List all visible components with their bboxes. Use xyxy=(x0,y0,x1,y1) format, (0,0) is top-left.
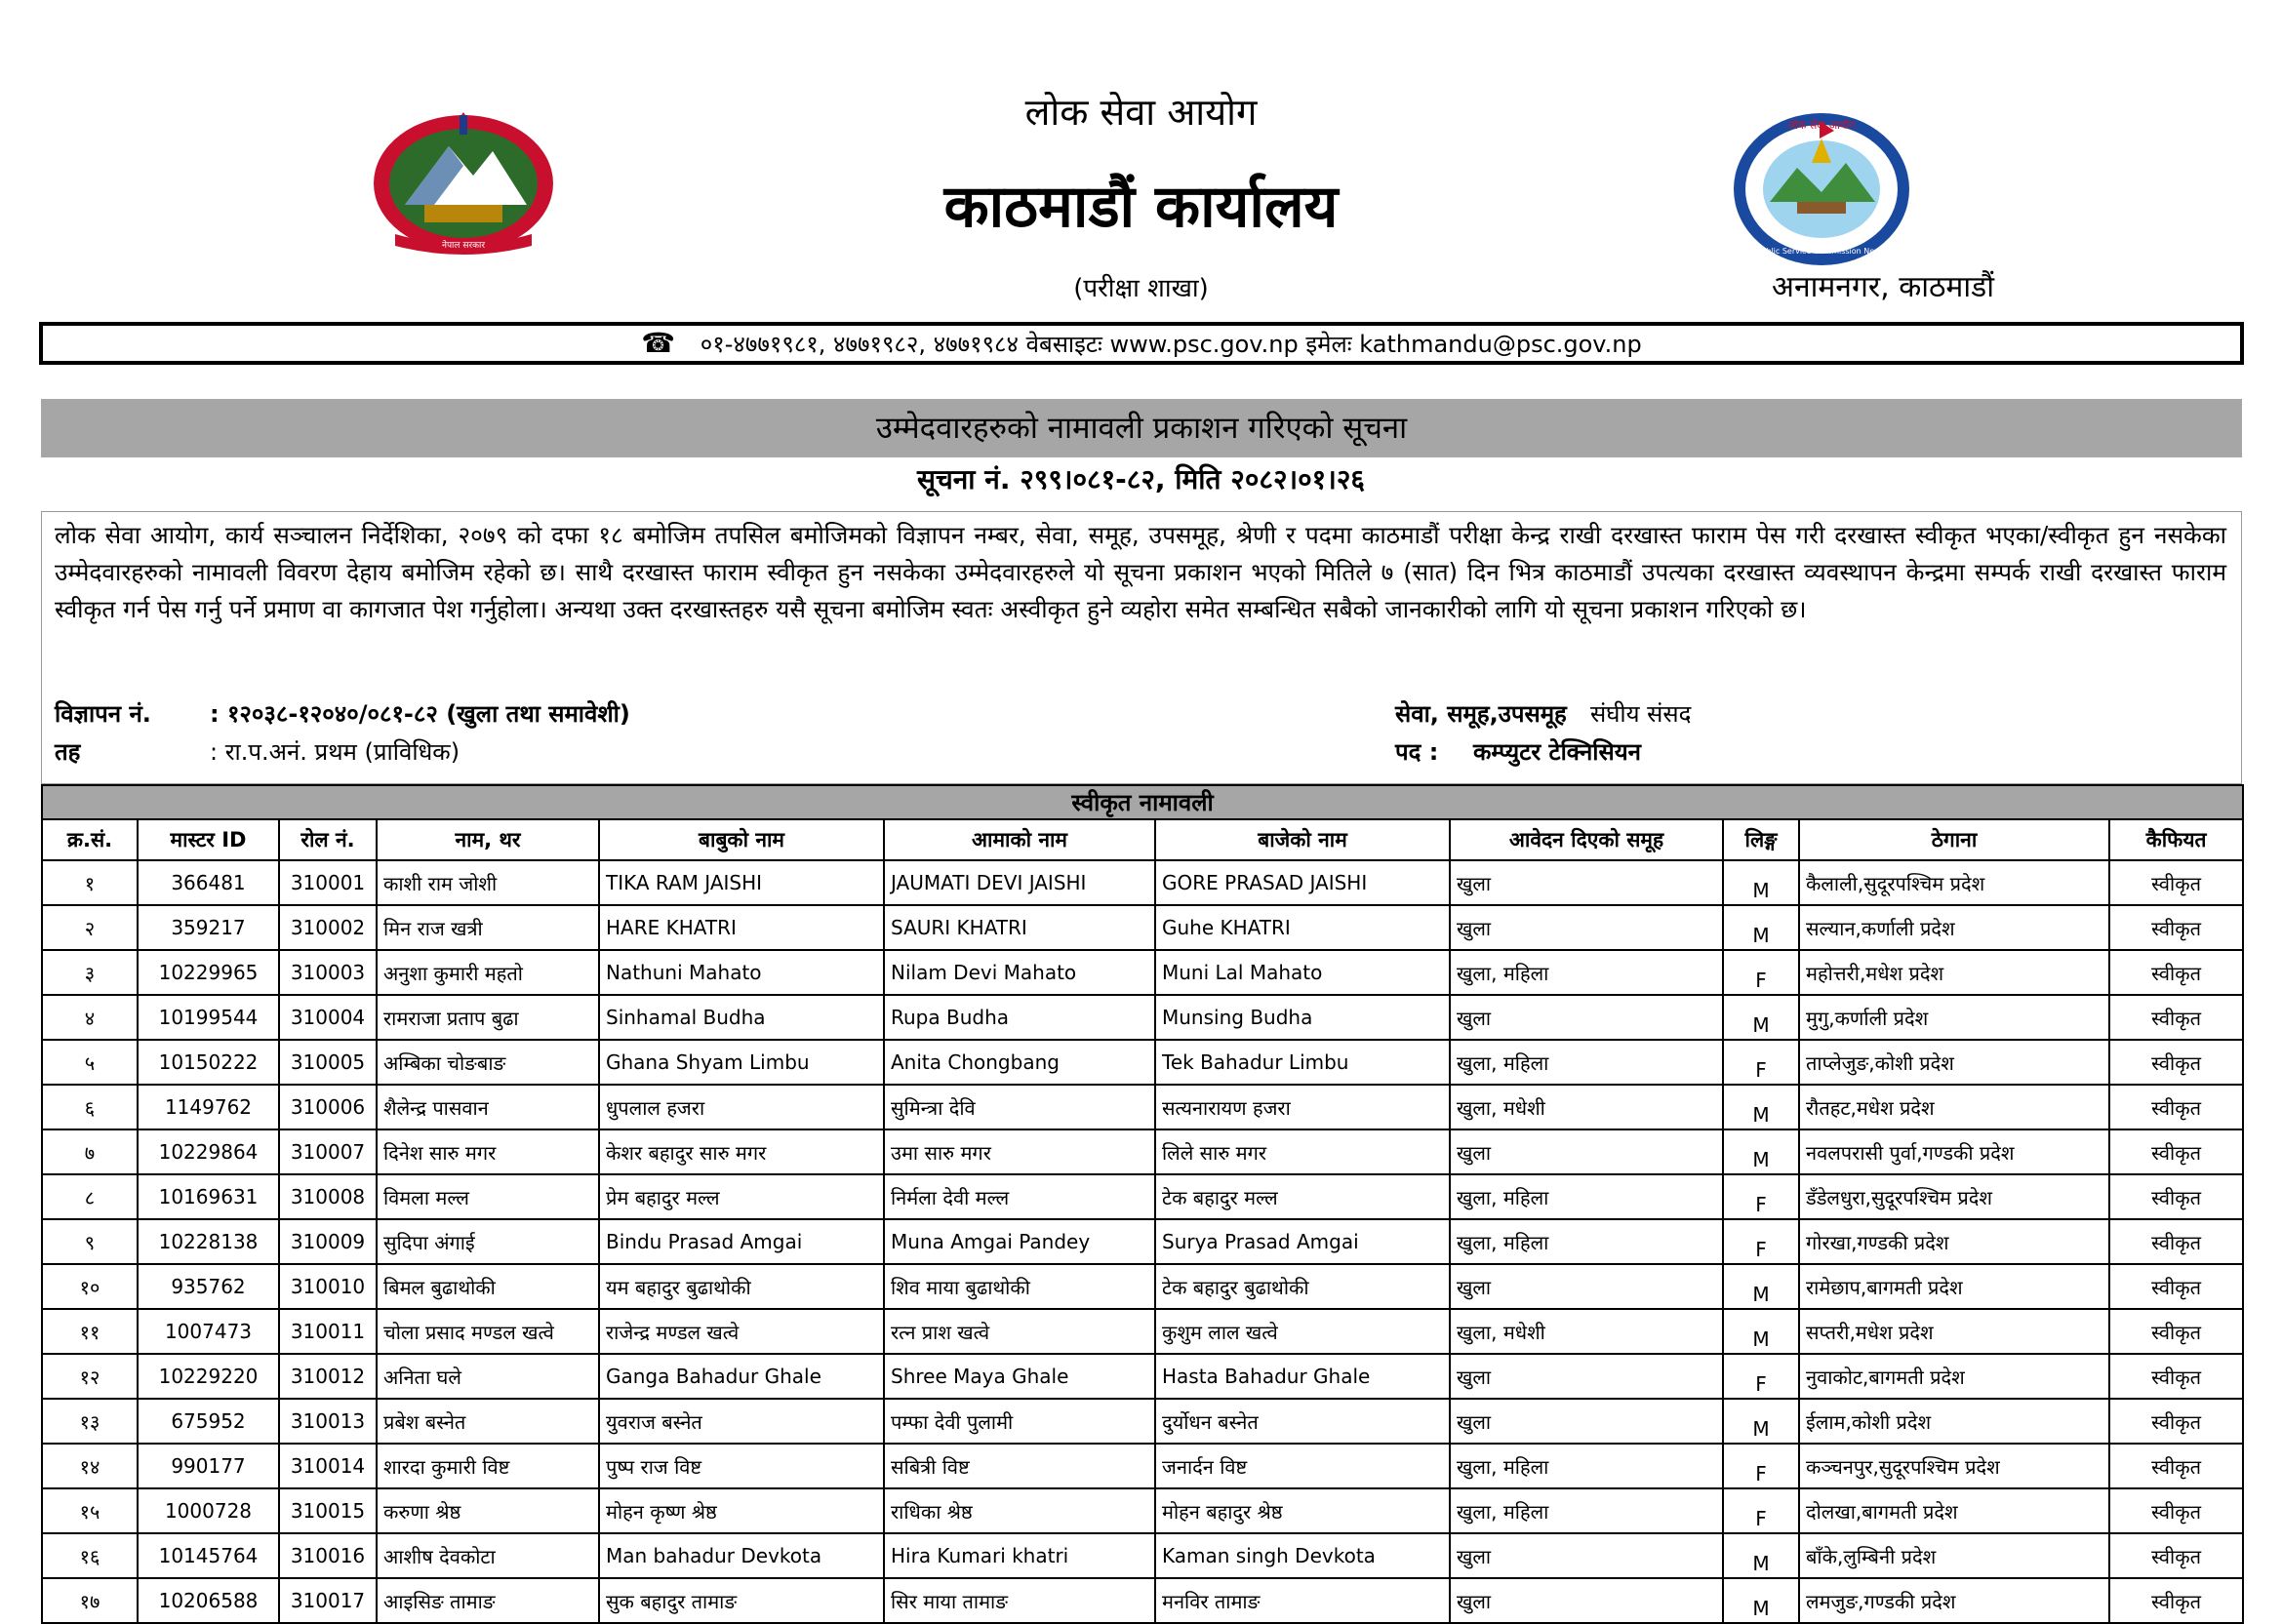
col-remarks-cell: स्वीकृत xyxy=(2109,1040,2243,1085)
notice-number: सूचना नं. २९९।०८१-८२, मिति २०८२।०१।२६ xyxy=(917,463,1365,495)
table-row xyxy=(42,1219,2243,1264)
col-remarks-cell: स्वीकृत xyxy=(2109,1488,2243,1533)
col-roll-no-cell: 310007 xyxy=(279,1129,377,1174)
col-applied-group-cell: खुला xyxy=(1450,1399,1723,1444)
col-master-id-cell: 10145764 xyxy=(138,1533,279,1578)
col-father-name-cell: Bindu Prasad Amgai xyxy=(599,1219,884,1264)
col-father-name-cell: सुक बहादुर तामाङ xyxy=(599,1578,884,1623)
col-roll-no-cell: 310011 xyxy=(279,1309,377,1354)
website-link[interactable]: www.psc.gov.np xyxy=(1109,331,1299,358)
col-serial-cell: ११ xyxy=(42,1309,138,1354)
post-label: पद : xyxy=(1395,738,1439,766)
col-master-id-cell: 10229220 xyxy=(138,1354,279,1399)
col-remarks-cell: स्वीकृत xyxy=(2109,1533,2243,1578)
col-master-id-cell: 10199544 xyxy=(138,995,279,1040)
col-applied-group-cell: खुला xyxy=(1450,1354,1723,1399)
col-master-id-cell: 359217 xyxy=(138,905,279,950)
col-remarks-cell: स्वीकृत xyxy=(2109,1578,2243,1623)
col-master-id-cell: 675952 xyxy=(138,1399,279,1444)
col-master-id-cell: 935762 xyxy=(138,1264,279,1309)
service-value: संघीय संसद xyxy=(1590,700,1692,728)
col-master-id-cell: 10229965 xyxy=(138,950,279,995)
col-father-name-cell: युवराज बस्नेत xyxy=(599,1399,884,1444)
col-mother-name-cell: शिव माया बुढाथोकी xyxy=(884,1264,1155,1309)
col-roll-no-cell: 310004 xyxy=(279,995,377,1040)
col-name-cell: आशीष देवकोटा xyxy=(377,1533,599,1578)
col-grandfather-name-cell: GORE PRASAD JAISHI xyxy=(1155,860,1450,905)
col-serial-cell: १ xyxy=(42,860,138,905)
col-father-name-cell: यम बहादुर बुढाथोकी xyxy=(599,1264,884,1309)
col-roll-no-cell: 310015 xyxy=(279,1488,377,1533)
col-address-cell: बाँके,लुम्बिनी प्रदेश xyxy=(1799,1533,2109,1578)
col-serial-cell: ८ xyxy=(42,1174,138,1219)
col-gender-cell: M xyxy=(1723,1309,1799,1354)
col-master-id-cell: 1149762 xyxy=(138,1085,279,1129)
col-gender-cell: M xyxy=(1723,1129,1799,1174)
col-mother-name-cell: रत्न प्राश खत्वे xyxy=(884,1309,1155,1354)
table-row xyxy=(42,1129,2243,1174)
col-address-cell: गोरखा,गण्डकी प्रदेश xyxy=(1799,1219,2109,1264)
col-mother-name-header: आमाको नाम xyxy=(884,819,1155,860)
col-mother-name-cell: निर्मला देवी मल्ल xyxy=(884,1174,1155,1219)
email-link[interactable]: kathmandu@psc.gov.np xyxy=(1359,331,1642,358)
col-serial-cell: ७ xyxy=(42,1129,138,1174)
col-name-cell: अम्बिका चोङबाङ xyxy=(377,1040,599,1085)
col-father-name-cell: राजेन्द्र मण्डल खत्वे xyxy=(599,1309,884,1354)
col-grandfather-name-cell: Munsing Budha xyxy=(1155,995,1450,1040)
col-serial-cell: ९ xyxy=(42,1219,138,1264)
col-address-cell: नवलपरासी पुर्वा,गण्डकी प्रदेश xyxy=(1799,1129,2109,1174)
col-address-cell: महोत्तरी,मधेश प्रदेश xyxy=(1799,950,2109,995)
level-label: तह xyxy=(55,738,81,766)
col-master-id-cell: 1000728 xyxy=(138,1488,279,1533)
website-label: वेबसाइटः xyxy=(1025,331,1102,358)
col-grandfather-name-cell: टेक बहादुर बुढाथोकी xyxy=(1155,1264,1450,1309)
table-row xyxy=(42,905,2243,950)
advert-value: : १२०३८-१२०४०/०८१-८२ (खुला तथा समावेशी) xyxy=(210,700,630,728)
col-remarks-cell: स्वीकृत xyxy=(2109,1354,2243,1399)
col-father-name-cell: Ganga Bahadur Ghale xyxy=(599,1354,884,1399)
col-father-name-cell: HARE KHATRI xyxy=(599,905,884,950)
col-grandfather-name-cell: दुर्योधन बस्नेत xyxy=(1155,1399,1450,1444)
col-roll-no-cell: 310014 xyxy=(279,1444,377,1488)
col-gender-cell: F xyxy=(1723,950,1799,995)
col-grandfather-name-cell: मनविर तामाङ xyxy=(1155,1578,1450,1623)
table-title: स्वीकृत नामावली xyxy=(42,785,2243,819)
approved-list-table-wrap xyxy=(41,784,2242,1624)
col-serial-cell: १६ xyxy=(42,1533,138,1578)
col-address-cell: मुगु,कर्णाली प्रदेश xyxy=(1799,995,2109,1040)
col-applied-group-cell: खुला xyxy=(1450,995,1723,1040)
col-applied-group-cell: खुला xyxy=(1450,860,1723,905)
col-address-cell: रामेछाप,बागमती प्रदेश xyxy=(1799,1264,2109,1309)
col-roll-no-cell: 310010 xyxy=(279,1264,377,1309)
col-mother-name-cell: Anita Chongbang xyxy=(884,1040,1155,1085)
col-father-name-cell: प्रेम बहादुर मल्ल xyxy=(599,1174,884,1219)
col-father-name-cell: मोहन कृष्ण श्रेष्ठ xyxy=(599,1488,884,1533)
col-father-name-cell: Sinhamal Budha xyxy=(599,995,884,1040)
col-mother-name-cell: Hira Kumari khatri xyxy=(884,1533,1155,1578)
col-grandfather-name-cell: टेक बहादुर मल्ल xyxy=(1155,1174,1450,1219)
col-gender-header: लिङ्ग xyxy=(1723,819,1799,860)
col-roll-no-header: रोल नं. xyxy=(279,819,377,860)
table-row xyxy=(42,860,2243,905)
org-name: लोक सेवा आयोग xyxy=(1024,91,1258,134)
office-name: काठमाडौं कार्यालय xyxy=(943,173,1339,241)
advert-label: विज्ञापन नं. xyxy=(55,700,151,728)
col-remarks-cell: स्वीकृत xyxy=(2109,1219,2243,1264)
col-roll-no-cell: 310012 xyxy=(279,1354,377,1399)
col-applied-group-cell: खुला xyxy=(1450,1264,1723,1309)
col-applied-group-cell: खुला, मधेशी xyxy=(1450,1309,1723,1354)
col-name-cell: काशी राम जोशी xyxy=(377,860,599,905)
notice-body-text: लोक सेवा आयोग, कार्य सञ्चालन निर्देशिका, २०७९ को दफा १८ बमोजिम तपसिल बमोजिमको विज्ञापन नम्बर, सेवा, समूह, उपसमूह, श्रेणी र पदमा काठमाडौं परीक्षा केन्द्र राखी दरखास्त फाराम पेस गरी दरखास्त स्वीकृत भएका/स्वीकृत हुन नसकेका उम्मेदवारहरुको नामावली विवरण देहाय बमोजिम रहेको छ। साथै दरखास्त फाराम स्वीकृत हुन नसकेका उम्मेदवारहरुले यो सूचना प्रकाशन भएको मितिले ७ (सात) दिन भित्र काठमाडौं उपत्यका दरखास्त व्यवस्थापन केन्द्रमा सम्पर्क राखी दरखास्त फाराम स्वीकृत गर्न पेस गर्नु पर्ने प्रमाण वा कागजात पेश गर्नुहोला। अन्यथा उक्त दरखास्तहरु यसै सूचना बमोजिम स्वतः अस्वीकृत हुने व्यहोरा समेत सम्बन्धित सबैको जानकारीको लागि यो सूचना प्रकाशन गरिएको छ। xyxy=(55,521,2226,623)
col-address-cell: रौतहट,मधेश प्रदेश xyxy=(1799,1085,2109,1129)
col-name-cell: दिनेश सारु मगर xyxy=(377,1129,599,1174)
email-label: इमेलः xyxy=(1305,331,1352,358)
col-applied-group-cell: खुला, महिला xyxy=(1450,1219,1723,1264)
col-gender-cell: M xyxy=(1723,1399,1799,1444)
phone-numbers: ०१-४७७१९८१, ४७७१९८२, ४७७१९८४ xyxy=(700,331,1020,358)
col-applied-group-cell: खुला xyxy=(1450,905,1723,950)
col-remarks-cell: स्वीकृत xyxy=(2109,1444,2243,1488)
col-name-cell: मिन राज खत्री xyxy=(377,905,599,950)
col-name-cell: चोला प्रसाद मण्डल खत्वे xyxy=(377,1309,599,1354)
table-row xyxy=(42,995,2243,1040)
col-grandfather-name-cell: Guhe KHATRI xyxy=(1155,905,1450,950)
table-row xyxy=(42,1085,2243,1129)
col-applied-group-cell: खुला, मधेशी xyxy=(1450,1085,1723,1129)
col-applied-group-cell: खुला xyxy=(1450,1533,1723,1578)
col-name-cell: विमला मल्ल xyxy=(377,1174,599,1219)
col-address-cell: ताप्लेजुङ,कोशी प्रदेश xyxy=(1799,1040,2109,1085)
col-address-cell: दोलखा,बागमती प्रदेश xyxy=(1799,1488,2109,1533)
col-mother-name-cell: JAUMATI DEVI JAISHI xyxy=(884,860,1155,905)
approved-list-table xyxy=(41,784,2244,1624)
col-applied-group-cell: खुला xyxy=(1450,1578,1723,1623)
col-serial-cell: १० xyxy=(42,1264,138,1309)
col-mother-name-cell: Shree Maya Ghale xyxy=(884,1354,1155,1399)
col-roll-no-cell: 310003 xyxy=(279,950,377,995)
col-father-name-header: बाबुको नाम xyxy=(599,819,884,860)
col-remarks-cell: स्वीकृत xyxy=(2109,1129,2243,1174)
col-grandfather-name-cell: Tek Bahadur Limbu xyxy=(1155,1040,1450,1085)
col-grandfather-name-cell: Kaman singh Devkota xyxy=(1155,1533,1450,1578)
table-row xyxy=(42,950,2243,995)
col-serial-cell: ३ xyxy=(42,950,138,995)
col-applied-group-cell: खुला, महिला xyxy=(1450,1444,1723,1488)
col-gender-cell: F xyxy=(1723,1040,1799,1085)
col-roll-no-cell: 310013 xyxy=(279,1399,377,1444)
col-father-name-cell: Ghana Shyam Limbu xyxy=(599,1040,884,1085)
col-grandfather-name-cell: कुशुम लाल खत्वे xyxy=(1155,1309,1450,1354)
col-roll-no-cell: 310002 xyxy=(279,905,377,950)
col-mother-name-cell: Rupa Budha xyxy=(884,995,1155,1040)
col-address-cell: कञ्चनपुर,सुदूरपश्चिम प्रदेश xyxy=(1799,1444,2109,1488)
col-address-cell: सप्तरी,मधेश प्रदेश xyxy=(1799,1309,2109,1354)
col-roll-no-cell: 310017 xyxy=(279,1578,377,1623)
col-father-name-cell: Nathuni Mahato xyxy=(599,950,884,995)
col-master-id-header: मास्टर ID xyxy=(138,819,279,860)
col-serial-cell: ५ xyxy=(42,1040,138,1085)
col-applied-group-cell: खुला, महिला xyxy=(1450,1174,1723,1219)
col-grandfather-name-cell: मोहन बहादुर श्रेष्ठ xyxy=(1155,1488,1450,1533)
col-roll-no-cell: 310001 xyxy=(279,860,377,905)
col-name-cell: रामराजा प्रताप बुढा xyxy=(377,995,599,1040)
col-master-id-cell: 1007473 xyxy=(138,1309,279,1354)
col-master-id-cell: 10169631 xyxy=(138,1174,279,1219)
col-serial-cell: १२ xyxy=(42,1354,138,1399)
table-row xyxy=(42,1354,2243,1399)
table-row xyxy=(42,1533,2243,1578)
col-serial-cell: ४ xyxy=(42,995,138,1040)
table-row xyxy=(42,1309,2243,1354)
col-remarks-cell: स्वीकृत xyxy=(2109,860,2243,905)
col-serial-cell: ६ xyxy=(42,1085,138,1129)
post-value: कम्प्युटर टेक्निसियन xyxy=(1473,738,1641,766)
col-remarks-cell: स्वीकृत xyxy=(2109,1174,2243,1219)
table-row xyxy=(42,1444,2243,1488)
col-gender-cell: M xyxy=(1723,1533,1799,1578)
col-applied-group-cell: खुला, महिला xyxy=(1450,950,1723,995)
table-title-row xyxy=(42,785,2243,819)
col-gender-cell: M xyxy=(1723,1578,1799,1623)
col-name-cell: आइसिङ तामाङ xyxy=(377,1578,599,1623)
col-serial-cell: १४ xyxy=(42,1444,138,1488)
table-row xyxy=(42,1040,2243,1085)
col-address-cell: नुवाकोट,बागमती प्रदेश xyxy=(1799,1354,2109,1399)
telephone-icon: ☎ xyxy=(641,327,676,359)
col-gender-cell: M xyxy=(1723,1264,1799,1309)
col-name-cell: शैलेन्द्र पासवान xyxy=(377,1085,599,1129)
col-roll-no-cell: 310006 xyxy=(279,1085,377,1129)
col-gender-cell: M xyxy=(1723,1085,1799,1129)
notice-title: उम्मेदवारहरुको नामावली प्रकाशन गरिएको सूचना xyxy=(41,399,2242,457)
office-address: अनामनगर, काठमाडौं xyxy=(1772,270,1994,304)
branch-name: (परीक्षा शाखा) xyxy=(1073,274,1209,303)
col-grandfather-name-header: बाजेको नाम xyxy=(1155,819,1450,860)
col-remarks-cell: स्वीकृत xyxy=(2109,905,2243,950)
service-label: सेवा, समूह,उपसमूह xyxy=(1395,700,1567,728)
col-applied-group-cell: खुला, महिला xyxy=(1450,1040,1723,1085)
col-master-id-cell: 10150222 xyxy=(138,1040,279,1085)
table-body xyxy=(42,860,2243,1623)
col-remarks-cell: स्वीकृत xyxy=(2109,995,2243,1040)
col-name-cell: सुदिपा अंगाई xyxy=(377,1219,599,1264)
col-grandfather-name-cell: Hasta Bahadur Ghale xyxy=(1155,1354,1450,1399)
level-value: : रा.प.अनं. प्रथम (प्राविधिक) xyxy=(210,738,460,766)
col-serial-cell: १७ xyxy=(42,1578,138,1623)
col-mother-name-cell: पम्फा देवी पुलामी xyxy=(884,1399,1155,1444)
svg-text:Public Service Commission Nepa: Public Service Commission Nepal xyxy=(1756,247,1887,256)
col-serial-header: क्र.सं. xyxy=(42,819,138,860)
col-father-name-cell: धुपलाल हजरा xyxy=(599,1085,884,1129)
col-address-cell: डँडेलधुरा,सुदूरपश्चिम प्रदेश xyxy=(1799,1174,2109,1219)
col-remarks-cell: स्वीकृत xyxy=(2109,1264,2243,1309)
col-father-name-cell: Man bahadur Devkota xyxy=(599,1533,884,1578)
col-gender-cell: F xyxy=(1723,1219,1799,1264)
col-address-cell: सल्यान,कर्णाली प्रदेश xyxy=(1799,905,2109,950)
col-master-id-cell: 10228138 xyxy=(138,1219,279,1264)
col-master-id-cell: 366481 xyxy=(138,860,279,905)
col-address-cell: कैलाली,सुदूरपश्चिम प्रदेश xyxy=(1799,860,2109,905)
svg-text:नेपाल सरकार: नेपाल सरकार xyxy=(441,241,486,251)
table-row xyxy=(42,1399,2243,1444)
col-master-id-cell: 10229864 xyxy=(138,1129,279,1174)
col-grandfather-name-cell: सत्यनारायण हजरा xyxy=(1155,1085,1450,1129)
col-remarks-cell: स्वीकृत xyxy=(2109,1399,2243,1444)
col-gender-cell: M xyxy=(1723,995,1799,1040)
col-mother-name-cell: सबित्री विष्ट xyxy=(884,1444,1155,1488)
col-name-cell: करुणा श्रेष्ठ xyxy=(377,1488,599,1533)
table-row xyxy=(42,1174,2243,1219)
col-grandfather-name-cell: Muni Lal Mahato xyxy=(1155,950,1450,995)
col-roll-no-cell: 310005 xyxy=(279,1040,377,1085)
col-name-header: नाम, थर xyxy=(377,819,599,860)
col-name-cell: अनुशा कुमारी महतो xyxy=(377,950,599,995)
col-grandfather-name-cell: Surya Prasad Amgai xyxy=(1155,1219,1450,1264)
col-roll-no-cell: 310008 xyxy=(279,1174,377,1219)
table-row xyxy=(42,1488,2243,1533)
col-mother-name-cell: सिर माया तामाङ xyxy=(884,1578,1155,1623)
col-address-cell: लमजुङ,गण्डकी प्रदेश xyxy=(1799,1578,2109,1623)
col-address-header: ठेगाना xyxy=(1799,819,2109,860)
table-row xyxy=(42,1264,2243,1309)
col-address-cell: ईलाम,कोशी प्रदेश xyxy=(1799,1399,2109,1444)
col-mother-name-cell: सुमिन्त्रा देवि xyxy=(884,1085,1155,1129)
col-grandfather-name-cell: जनार्दन विष्ट xyxy=(1155,1444,1450,1488)
col-mother-name-cell: उमा सारु मगर xyxy=(884,1129,1155,1174)
col-roll-no-cell: 310009 xyxy=(279,1219,377,1264)
col-mother-name-cell: SAURI KHATRI xyxy=(884,905,1155,950)
col-name-cell: प्रबेश बस्नेत xyxy=(377,1399,599,1444)
col-master-id-cell: 990177 xyxy=(138,1444,279,1488)
col-applied-group-header: आवेदन दिएको समूह xyxy=(1450,819,1723,860)
col-gender-cell: F xyxy=(1723,1354,1799,1399)
col-remarks-cell: स्वीकृत xyxy=(2109,1085,2243,1129)
col-mother-name-cell: Nilam Devi Mahato xyxy=(884,950,1155,995)
col-gender-cell: F xyxy=(1723,1444,1799,1488)
col-father-name-cell: पुष्प राज विष्ट xyxy=(599,1444,884,1488)
col-roll-no-cell: 310016 xyxy=(279,1533,377,1578)
col-gender-cell: M xyxy=(1723,905,1799,950)
svg-text:लोक सेवा आयोग: लोक सेवा आयोग xyxy=(1787,119,1856,132)
col-serial-cell: १५ xyxy=(42,1488,138,1533)
col-serial-cell: २ xyxy=(42,905,138,950)
col-remarks-cell: स्वीकृत xyxy=(2109,950,2243,995)
col-applied-group-cell: खुला, महिला xyxy=(1450,1488,1723,1533)
col-name-cell: बिमल बुढाथोकी xyxy=(377,1264,599,1309)
col-serial-cell: १३ xyxy=(42,1399,138,1444)
col-gender-cell: F xyxy=(1723,1174,1799,1219)
col-name-cell: अनिता घले xyxy=(377,1354,599,1399)
col-mother-name-cell: Muna Amgai Pandey xyxy=(884,1219,1155,1264)
table-header-row xyxy=(42,819,2243,860)
col-father-name-cell: TIKA RAM JAISHI xyxy=(599,860,884,905)
col-mother-name-cell: राधिका श्रेष्ठ xyxy=(884,1488,1155,1533)
table-row xyxy=(42,1578,2243,1623)
contact-bar xyxy=(39,322,2244,365)
col-father-name-cell: केशर बहादुर सारु मगर xyxy=(599,1129,884,1174)
col-master-id-cell: 10206588 xyxy=(138,1578,279,1623)
psc-logo xyxy=(1729,109,1914,270)
col-grandfather-name-cell: लिले सारु मगर xyxy=(1155,1129,1450,1174)
col-gender-cell: F xyxy=(1723,1488,1799,1533)
col-remarks-cell: स्वीकृत xyxy=(2109,1309,2243,1354)
col-gender-cell: M xyxy=(1723,860,1799,905)
col-remarks-header: कैफियत xyxy=(2109,819,2243,860)
col-name-cell: शारदा कुमारी विष्ट xyxy=(377,1444,599,1488)
col-applied-group-cell: खुला xyxy=(1450,1129,1723,1174)
